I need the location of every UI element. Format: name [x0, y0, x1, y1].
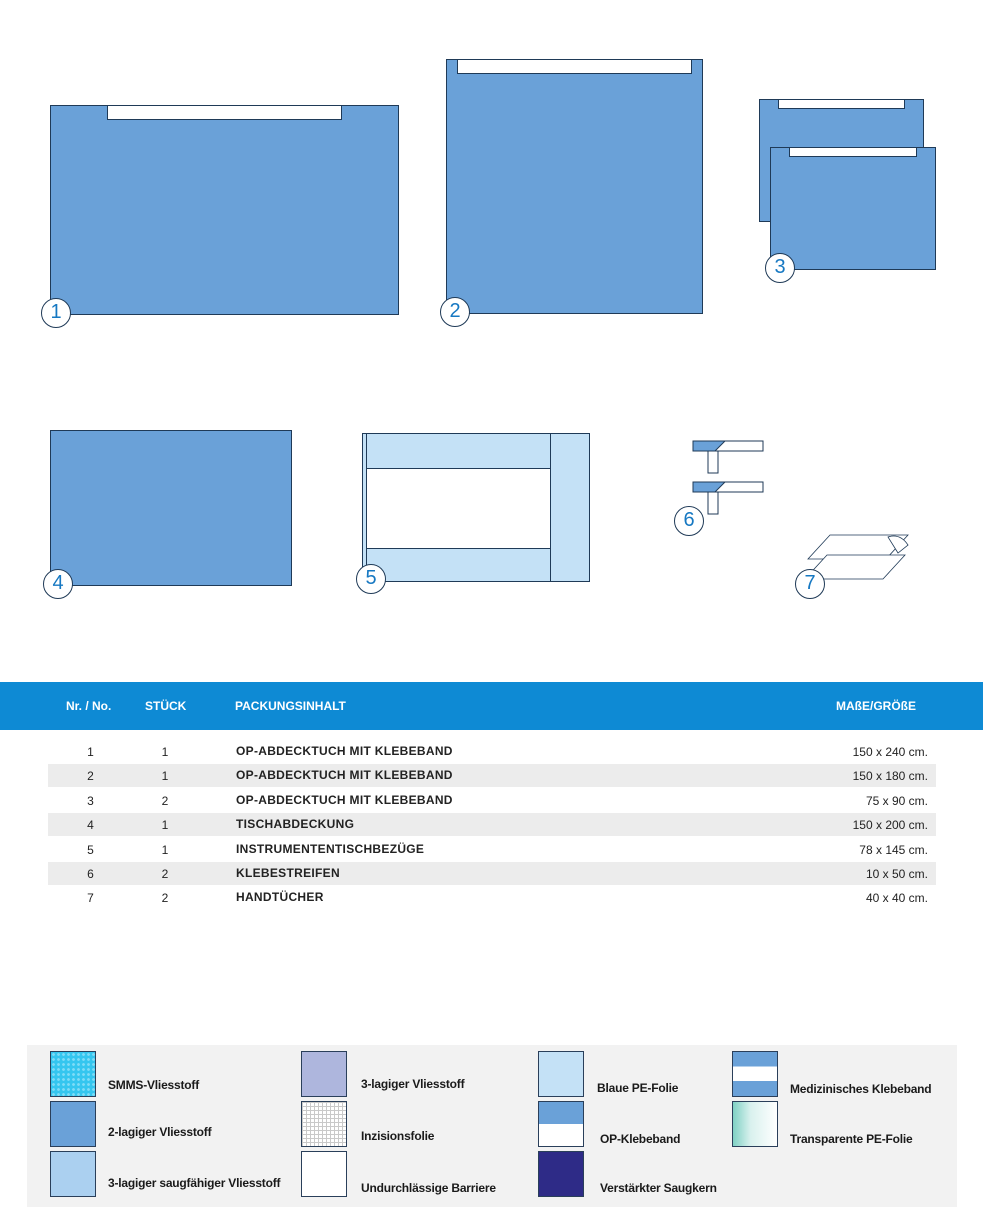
item-number-badge: 6	[674, 506, 704, 536]
smms-swatch	[50, 1051, 96, 1097]
adhesive-strip-icon	[693, 482, 763, 514]
item-number-badge: 5	[356, 564, 386, 594]
cover-center-panel	[367, 468, 550, 549]
adhesive-strips-item-6	[688, 436, 768, 516]
legend-label: Undurchlässige Barriere	[361, 1181, 496, 1195]
header-nr: Nr. / No.	[66, 699, 112, 713]
header-masse: MAßE/GRÖßE	[836, 699, 916, 713]
cell-stueck: 2	[161, 891, 169, 905]
material-legend	[27, 1045, 957, 1207]
transparent-pe-film-swatch	[732, 1101, 778, 1147]
legend-label: 3-lagiger Vliesstoff	[361, 1077, 465, 1091]
cell-nr: 7	[87, 891, 94, 905]
cell-nr: 2	[87, 769, 94, 783]
two-layer-swatch	[50, 1101, 96, 1147]
cell-stueck: 1	[161, 745, 169, 759]
drape-item-1	[50, 105, 399, 315]
table-row	[48, 886, 936, 909]
cell-masse: 78 x 145 cm.	[859, 843, 928, 857]
adhesive-strip	[789, 147, 917, 157]
cell-masse: 150 x 200 cm.	[852, 818, 928, 832]
cell-stueck: 1	[161, 769, 169, 783]
cell-nr: 3	[87, 794, 94, 808]
legend-label: Inzisionsfolie	[361, 1129, 435, 1143]
item-number-badge: 1	[41, 298, 71, 328]
cell-masse: 150 x 180 cm.	[852, 769, 928, 783]
op-tape-swatch	[538, 1101, 584, 1147]
cell-stueck: 1	[161, 818, 169, 832]
item-number-badge: 4	[43, 569, 73, 599]
adhesive-strip	[457, 59, 692, 74]
table-cover-item-4	[50, 430, 292, 586]
legend-label: Medizinisches Klebeband	[790, 1082, 932, 1096]
legend-label: Blaue PE-Folie	[597, 1081, 679, 1095]
cell-inhalt: OP-ABDECKTUCH MIT KLEBEBAND	[236, 793, 453, 807]
table-row	[48, 789, 936, 812]
header-stueck: STÜCK	[145, 699, 187, 713]
item-number-badge: 3	[765, 253, 795, 283]
adhesive-strip-icon	[693, 441, 763, 473]
cell-stueck: 2	[161, 867, 169, 881]
header-packungsinhalt: PACKUNGSINHALT	[235, 699, 346, 713]
reinforced-core-swatch	[538, 1151, 584, 1197]
cover-fold-line	[550, 434, 551, 581]
table-row	[48, 862, 936, 885]
cell-nr: 5	[87, 843, 94, 857]
cell-nr: 6	[87, 867, 94, 881]
cell-nr: 4	[87, 818, 94, 832]
legend-label: Transparente PE-Folie	[790, 1132, 913, 1146]
three-layer-swatch	[301, 1051, 347, 1097]
adhesive-strip	[778, 99, 905, 109]
cell-masse: 40 x 40 cm.	[865, 891, 928, 905]
cell-inhalt: HANDTÜCHER	[236, 890, 324, 904]
cell-inhalt: KLEBESTREIFEN	[236, 866, 340, 880]
cell-inhalt: OP-ABDECKTUCH MIT KLEBEBAND	[236, 744, 453, 758]
legend-label: SMMS-Vliesstoff	[108, 1078, 200, 1092]
incision-film-swatch	[301, 1101, 347, 1147]
three-layer-absorbent-swatch	[50, 1151, 96, 1197]
cell-inhalt: OP-ABDECKTUCH MIT KLEBEBAND	[236, 768, 453, 782]
blue-pe-film-swatch	[538, 1051, 584, 1097]
table-header	[0, 682, 983, 730]
cell-inhalt: INSTRUMENTENTISCHBEZÜGE	[236, 842, 425, 856]
legend-label: Verstärkter Saugkern	[600, 1181, 717, 1195]
item-number-badge: 2	[440, 297, 470, 327]
legend-label: 2-lagiger Vliesstoff	[108, 1125, 212, 1139]
cell-masse: 150 x 240 cm.	[852, 745, 928, 759]
item-number-badge: 7	[795, 569, 825, 599]
cell-nr: 1	[87, 745, 94, 759]
adhesive-strip	[107, 105, 342, 120]
cell-stueck: 2	[161, 794, 169, 808]
table-row	[48, 813, 936, 836]
table-row	[48, 764, 936, 787]
legend-label: 3-lagiger saugfähiger Vliesstoff	[108, 1176, 281, 1190]
cell-masse: 10 x 50 cm.	[865, 867, 928, 881]
table-row	[48, 838, 936, 861]
drape-item-3-front	[770, 147, 936, 270]
impermeable-barrier-swatch	[301, 1151, 347, 1197]
cell-inhalt: TISCHABDECKUNG	[236, 817, 355, 831]
cell-masse: 75 x 90 cm.	[865, 794, 928, 808]
cell-stueck: 1	[161, 843, 169, 857]
drape-item-2	[446, 59, 703, 314]
instrument-table-cover-item-5	[362, 433, 590, 582]
table-row	[48, 740, 936, 763]
medical-tape-swatch	[732, 1051, 778, 1097]
legend-label: OP-Klebeband	[600, 1132, 681, 1146]
